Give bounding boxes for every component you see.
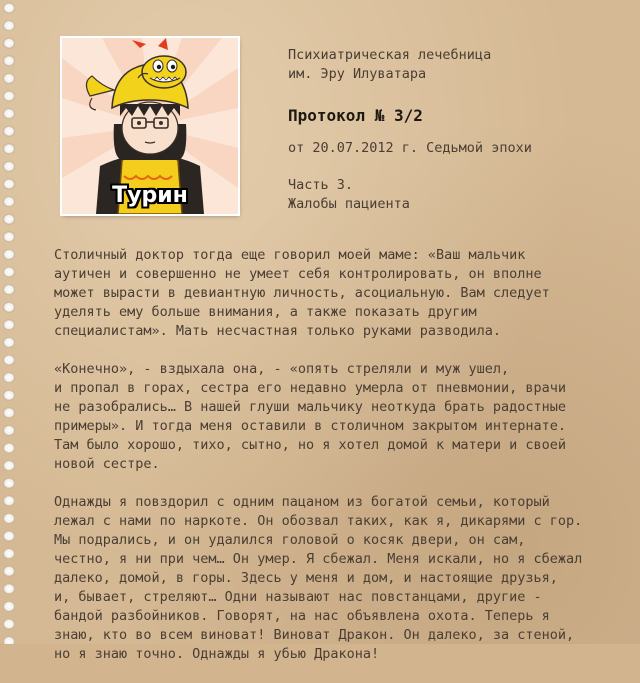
binding-hole [3,91,15,102]
text-line: бандой разбойников. Говорят, на нас объявлена охота. Теперь я [54,608,550,624]
binding-hole [3,284,15,295]
text-line: Мы подрались, и он удалился головой о косяк двери, он сам, [54,532,526,548]
binding-hole [3,161,15,172]
text-line: знаю, кто во всем виноват! Виноват Дракон. Он далеко, за стеной, [54,627,575,643]
complaint-text [54,246,624,683]
binding-hole [3,601,15,612]
binding-hole [3,196,15,207]
binding-hole [3,636,15,644]
part-number: Часть 3. [288,177,354,193]
binding-hole [3,495,15,506]
binding-hole [3,20,15,31]
binding-hole [3,73,15,84]
text-line: но я знаю точно. Однажды я убью Дракона! [54,646,380,662]
text-line: новой сестре. [54,456,160,472]
document-header [288,46,628,214]
text-line: Однажды я повздорил с одним пацаном из богатой семьи, который [54,494,550,510]
binding-hole [3,425,15,436]
binding-hole [3,478,15,489]
binding-hole [3,337,15,348]
binding-hole [3,249,15,260]
binding-hole [3,566,15,577]
binding-hole [3,231,15,242]
binding-hole [3,38,15,49]
binding-hole [3,302,15,313]
text-line: уделять ему больше внимания, а также показать другим [54,304,477,320]
binding-hole [3,214,15,225]
institution-name: Психиатрическая лечебница [288,47,492,63]
binding-hole [3,531,15,542]
binding-hole [3,460,15,471]
binding-hole [3,267,15,278]
binding-hole [3,372,15,383]
binding-hole [3,3,15,14]
institution-subtitle: им. Эру Илуватара [288,66,427,82]
binding-hole [3,108,15,119]
binding-hole [3,443,15,454]
text-line: аутичен и совершенно не умеет себя контролировать, он вполне [54,266,542,282]
avatar-name-label: Турин [112,183,188,208]
binding-hole [3,548,15,559]
spiral-binding-icon [0,0,26,644]
binding-hole [3,390,15,401]
binding-hole [3,143,15,154]
binding-hole [3,619,15,630]
section-title: Жалобы пациента [288,196,410,212]
text-line: лежал с нами по наркоте. Он обозвал таких, как я, дикарями с гор. [54,513,583,529]
binding-hole [3,583,15,594]
binding-hole [3,126,15,137]
text-line: и, бывает, стреляют… Одни называют нас повстанцами, другие - [54,589,542,605]
text-line: может вырасти в девиантную личность, асоциальную. Вам следует [54,285,550,301]
paragraph-3 [54,493,624,664]
paragraph-2 [54,360,624,474]
text-line: примеры». И тогда меня оставили в столичном закрытом интернате. [54,418,567,434]
binding-hole [3,179,15,190]
text-line: «Конечно», - вздыхала она, - «опять стреляли и муж ушел, [54,361,510,377]
protocol-title: Протокол № 3/2 [288,106,423,125]
text-line: Столичный доктор тогда еще говорил моей маме: «Ваш мальчик [54,247,526,263]
protocol-date: от 20.07.2012 г. Седьмой эпохи [288,140,532,156]
binding-hole [3,513,15,524]
text-line: честно, я ни при чем… Он умер. Я сбежал. Меня искали, но я сбежал [54,551,583,567]
text-line: и пропал в горах, сестра его недавно умерла от пневмонии, врачи [54,380,567,396]
text-line: специалистам». Мать несчастная только руками разводила. [54,323,502,339]
binding-hole [3,55,15,66]
text-line: не разобрались… В нашей глуши мальчику неоткуда брать радостные [54,399,567,415]
text-line: Там было хорошо, тихо, сытно, но я хотел домой к матери и своей [54,437,567,453]
binding-hole [3,319,15,330]
text-line: далеко, домой, в горы. Здесь у меня и дом, и настоящие друзья, [54,570,558,586]
paragraph-1 [54,246,624,341]
binding-hole [3,407,15,418]
binding-hole [3,355,15,366]
patient-avatar [62,38,238,214]
